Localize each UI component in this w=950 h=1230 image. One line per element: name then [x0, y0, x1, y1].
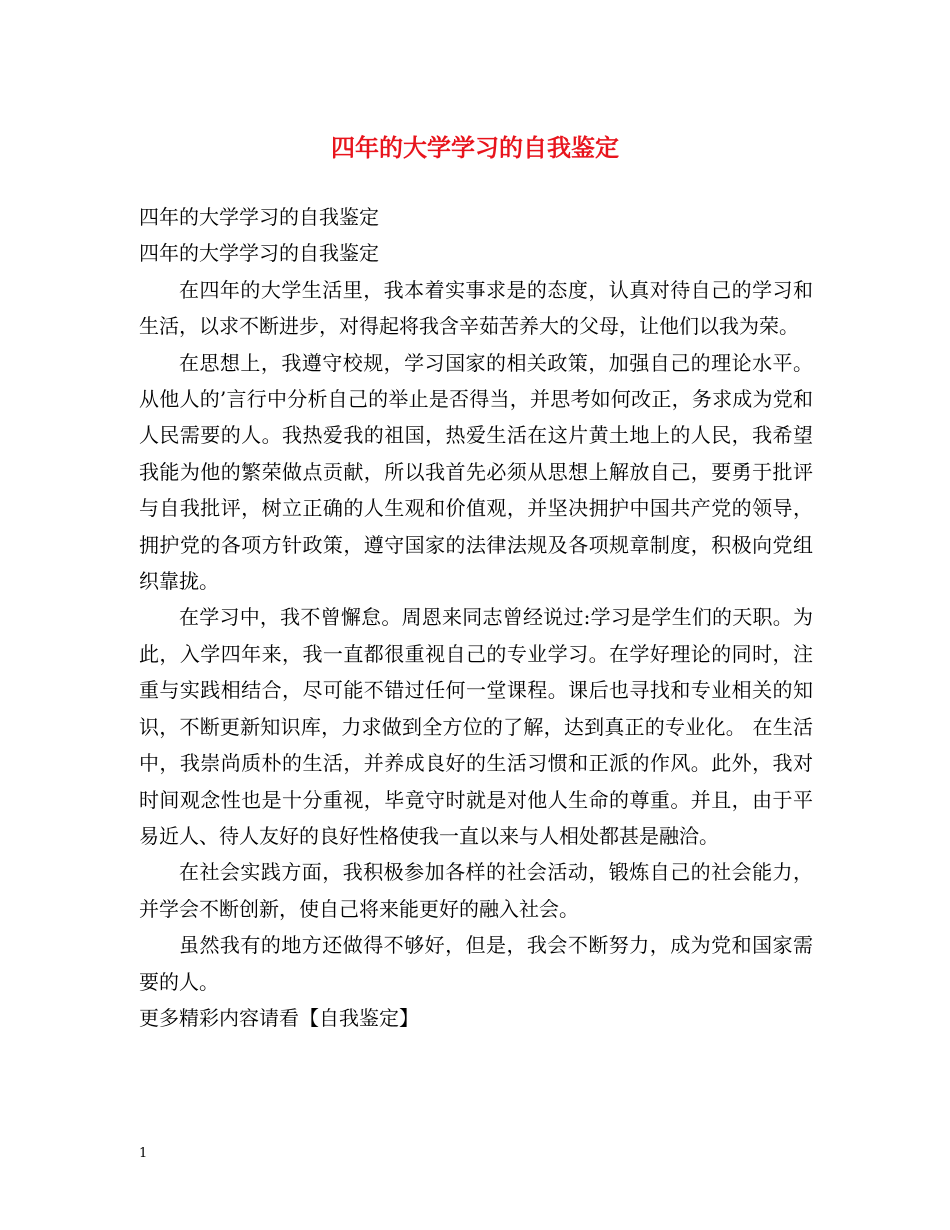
- paragraph-study-life: 在学习中，我不曾懈怠。周恩来同志曾经说过:学习是学生们的天职。为此，入学四年来，我一直都很重视自己的专业学习。在学好理论的同时，注重与实践相结合，尽可能不错过任何一堂课程。课后也寻找和专业相关的知识，不断更新知识库，力求做到全方位的了解，达到真正的专业化。 在生活中，我崇尚质朴的生活，并养成良好的生活习惯和正派的作风。此外，我对时间观念性也是十分重视，毕竟守时就是对他人生命的尊重。并且，由于平易近人、待人友好的良好性格使我一直以来与人相处都甚是融洽。: [139, 605, 813, 848]
- paragraph-ideology: 在思想上，我遵守校规，学习国家的相关政策，加强自己的理论水平。从他人的’言行中分析自己的举止是否得当，并思考如何改正，务求成为党和人民需要的人。我热爱我的祖国，热爱生活在这片黄土地上的人民，我希望我能为他的繁荣做点贡献，所以我首先必须从思想上解放自己，要勇于批评与自我批评，树立正确的人生观和价值观，并坚决拥护中国共产党的领导，拥护党的各项方针政策，遵守国家的法律法规及各项规章制度，积极向党组织靠拢。: [139, 350, 813, 594]
- footer-more-content-link[interactable]: 更多精彩内容请看【自我鉴定】: [139, 1005, 419, 1030]
- paragraph-intro: 在四年的大学生活里，我本着实事求是的态度，认真对待自己的学习和生活，以求不断进步，对得起将我含辛茹苦养大的父母，让他们以我为荣。: [139, 277, 813, 339]
- document-title: 四年的大学学习的自我鉴定: [331, 133, 619, 162]
- subtitle-line-2: 四年的大学学习的自我鉴定: [139, 241, 379, 266]
- paragraph-social-practice: 在社会实践方面，我积极参加各样的社会活动，锻炼自己的社会能力，并学会不断创新，使自己将来能更好的融入社会。: [139, 860, 813, 921]
- document-body: [139, 199, 813, 1036]
- page-number: 1: [139, 1146, 148, 1161]
- subtitle-line-1: 四年的大学学习的自我鉴定: [139, 205, 379, 229]
- paragraph-conclusion: 虽然我有的地方还做得不够好，但是，我会不断努力，成为党和国家需要的人。: [139, 933, 813, 994]
